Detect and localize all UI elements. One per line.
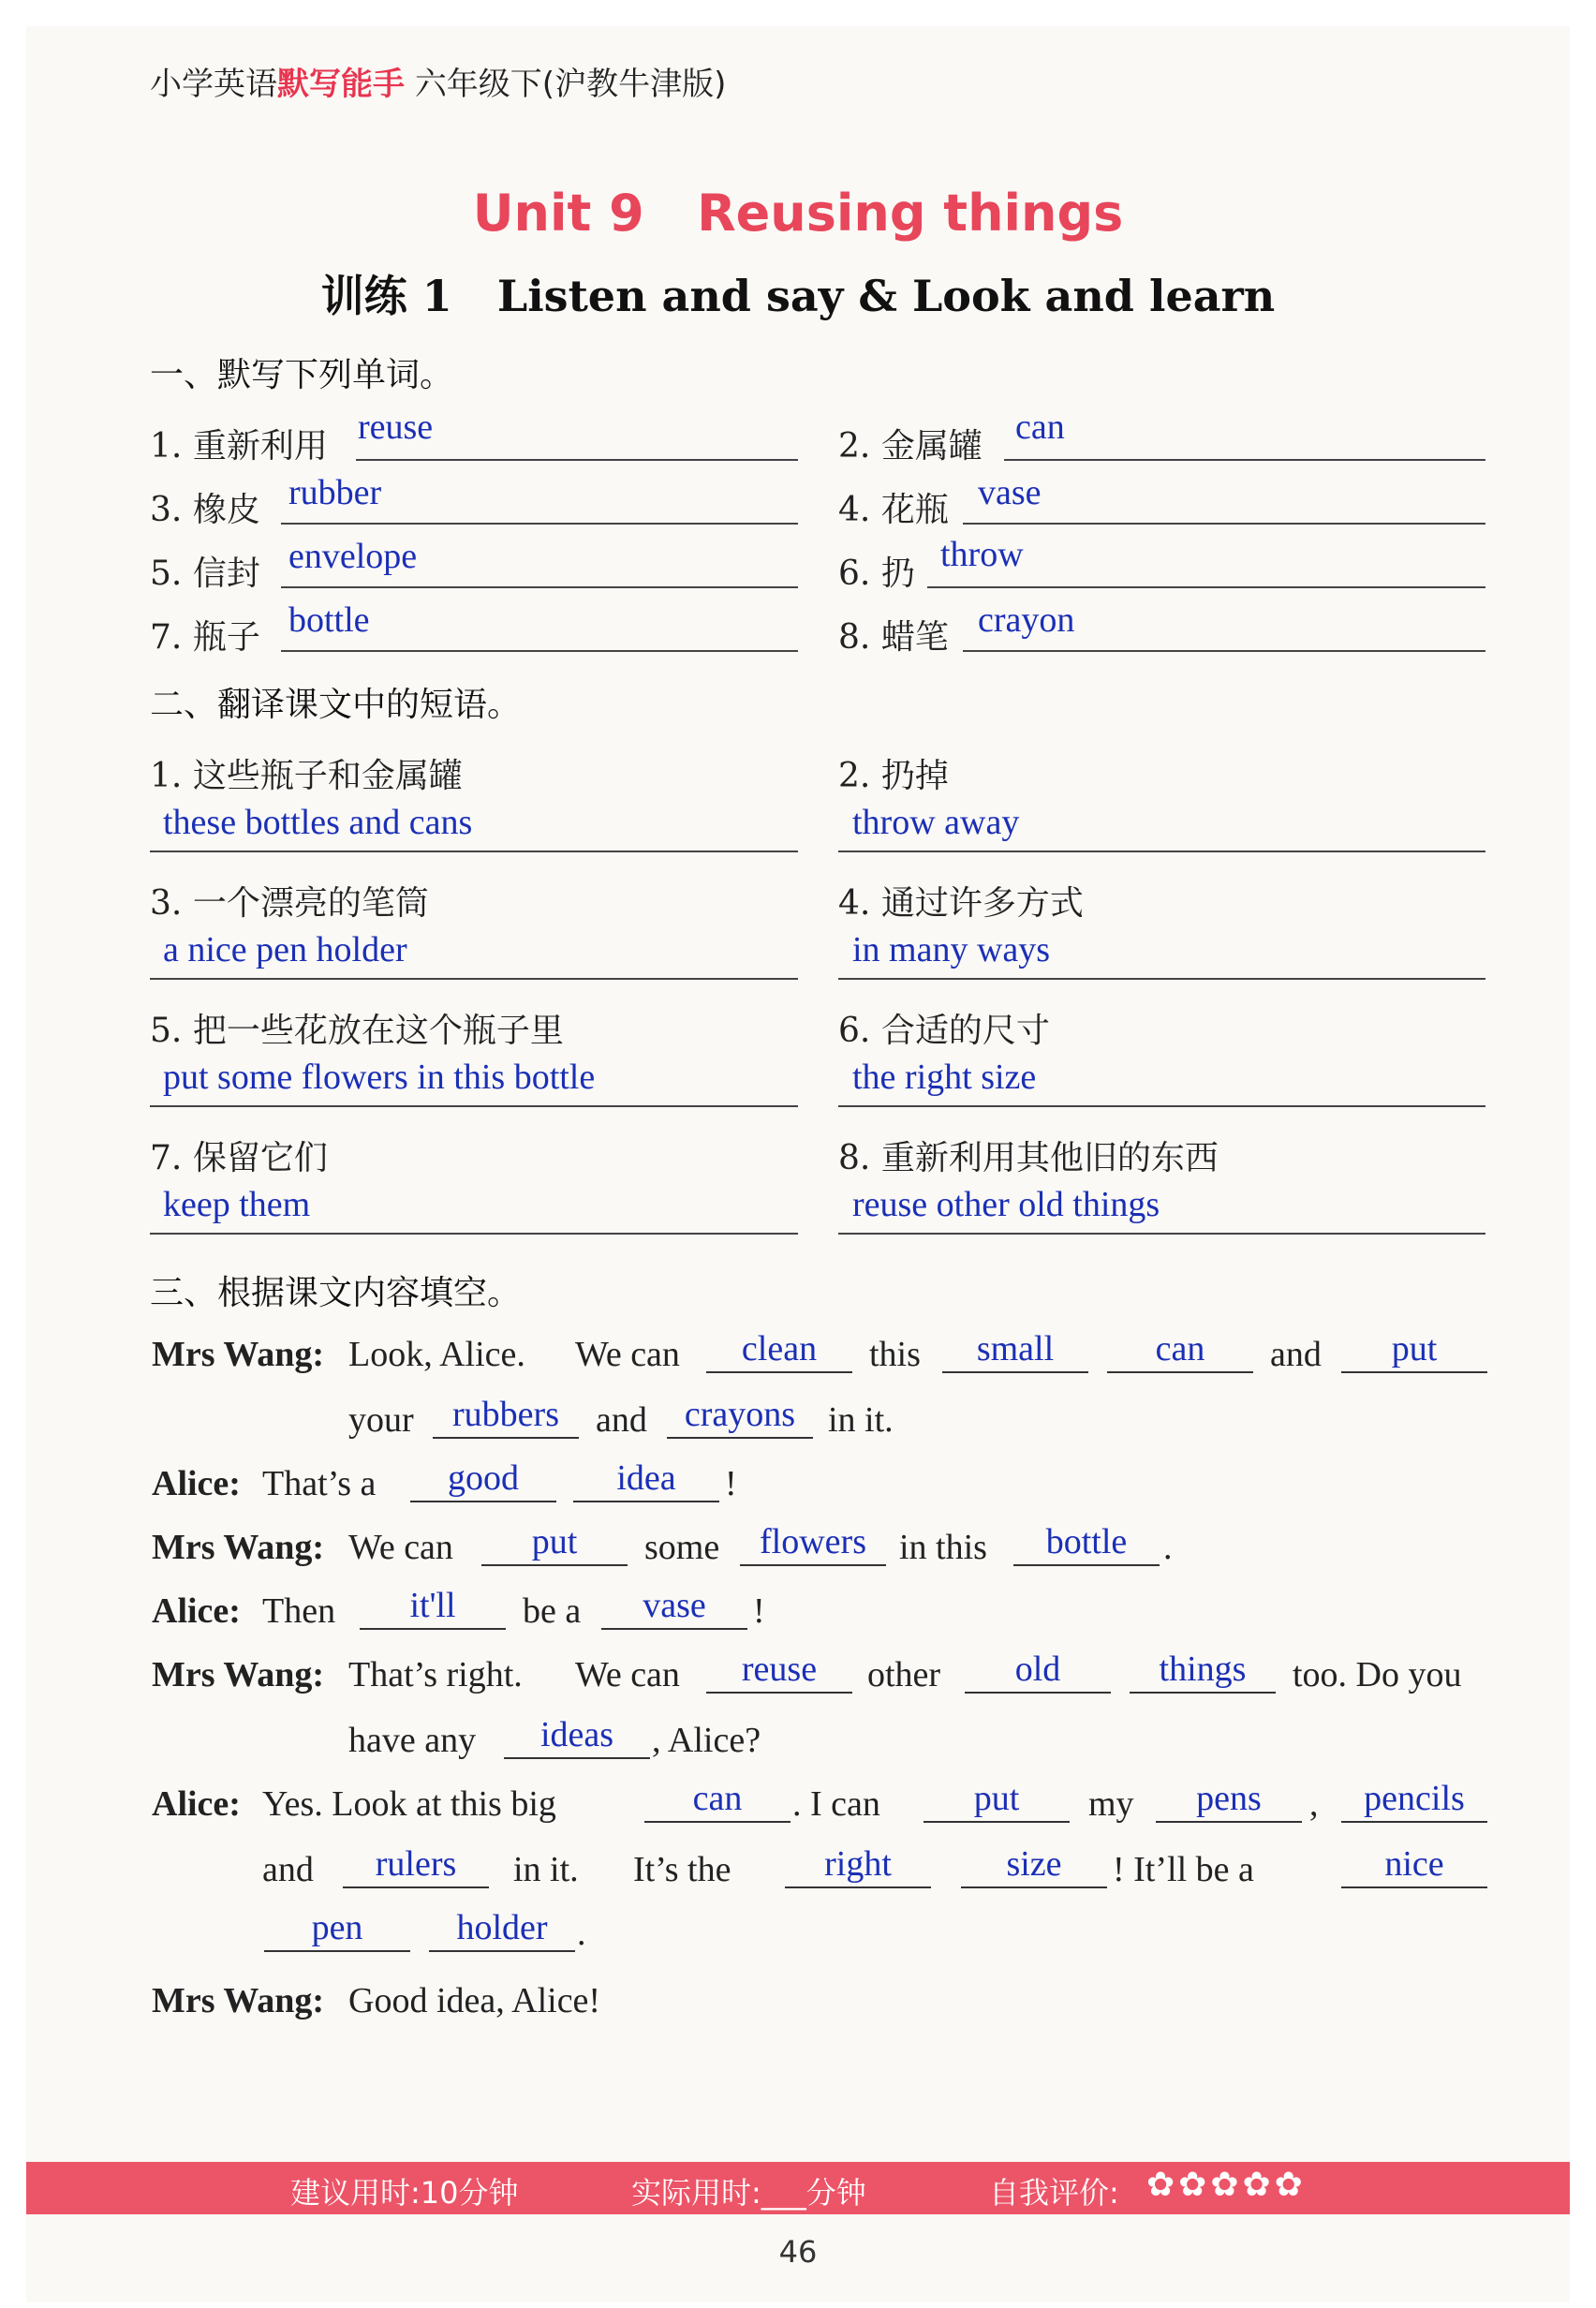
s1-line-8 bbox=[963, 650, 1485, 652]
s2-item-5: 5. 把一些花放在这个瓶子里 bbox=[150, 1012, 564, 1050]
blank: ideas bbox=[504, 1716, 650, 1759]
suggested-time: 建议用时:10分钟 bbox=[290, 2175, 519, 2211]
s1-line-1 bbox=[356, 459, 798, 461]
header-prefix: 小学英语 bbox=[150, 66, 277, 103]
book-header bbox=[150, 58, 726, 104]
text: , Alice? bbox=[652, 1721, 761, 1760]
s2-line-8 bbox=[838, 1233, 1485, 1235]
s2-answer-6: the right size bbox=[852, 1058, 1037, 1097]
header-brand: 默写能手 bbox=[277, 66, 405, 103]
blank: rulers bbox=[343, 1845, 489, 1888]
s1-item-8: 8. 蜡笔 bbox=[838, 618, 949, 657]
s1-item-7: 7. 瓶子 bbox=[150, 618, 260, 657]
blank: clean bbox=[706, 1330, 852, 1373]
s2-answer-8: reuse other old things bbox=[852, 1185, 1160, 1224]
blank: size bbox=[961, 1845, 1107, 1888]
footer-bar bbox=[26, 2162, 1570, 2214]
s1-line-3 bbox=[281, 523, 798, 525]
text: Good idea, Alice! bbox=[348, 1981, 601, 2020]
s1-line-2 bbox=[1004, 459, 1485, 461]
section3-title: 三、根据课文内容填空。 bbox=[150, 1274, 522, 1312]
blank: flowers bbox=[740, 1523, 886, 1566]
speaker-mrs-wang: Mrs Wang: bbox=[152, 1655, 325, 1694]
text: other bbox=[867, 1655, 941, 1694]
speaker-alice: Alice: bbox=[152, 1784, 241, 1824]
text: have any bbox=[348, 1721, 477, 1760]
s2-line-5 bbox=[150, 1105, 798, 1107]
s2-line-6 bbox=[838, 1105, 1485, 1107]
text: ! bbox=[753, 1591, 765, 1631]
text: We can bbox=[348, 1528, 453, 1567]
s2-item-7: 7. 保留它们 bbox=[150, 1139, 328, 1177]
unit-title: Unit 9 Reusing things bbox=[472, 184, 1124, 243]
s1-item-3: 3. 橡皮 bbox=[150, 491, 260, 529]
text: , bbox=[1309, 1784, 1319, 1824]
blank: pencils bbox=[1341, 1780, 1487, 1823]
text: It’s the bbox=[633, 1850, 732, 1889]
blank: nice bbox=[1341, 1845, 1487, 1888]
text: We can bbox=[575, 1335, 680, 1374]
text: That’s right. bbox=[348, 1655, 523, 1694]
text: in it. bbox=[513, 1850, 579, 1889]
blank: pens bbox=[1156, 1780, 1302, 1823]
blank: put bbox=[1341, 1330, 1487, 1373]
s1-answer-1: reuse bbox=[358, 407, 434, 447]
text: be a bbox=[523, 1591, 582, 1631]
blank: pen bbox=[264, 1909, 410, 1952]
s1-item-6: 6. 扔 bbox=[838, 555, 915, 593]
s1-item-2: 2. 金属罐 bbox=[838, 427, 983, 466]
blank: rubbers bbox=[433, 1396, 579, 1439]
text: in it. bbox=[828, 1400, 894, 1440]
s2-line-4 bbox=[838, 978, 1485, 980]
text: your bbox=[348, 1400, 414, 1440]
blank: old bbox=[965, 1650, 1111, 1694]
speaker-mrs-wang: Mrs Wang: bbox=[152, 1528, 325, 1567]
blank: can bbox=[1107, 1330, 1253, 1373]
s1-line-6 bbox=[927, 586, 1485, 588]
s1-answer-5: envelope bbox=[288, 537, 418, 576]
text: Look, Alice. bbox=[348, 1335, 525, 1374]
s2-line-1 bbox=[150, 851, 798, 852]
text: and bbox=[596, 1400, 647, 1440]
blank: holder bbox=[429, 1909, 575, 1952]
blank: small bbox=[942, 1330, 1088, 1373]
s1-answer-8: crayon bbox=[978, 600, 1075, 640]
text: That’s a bbox=[262, 1464, 377, 1503]
s1-answer-4: vase bbox=[978, 473, 1042, 512]
blank: good bbox=[410, 1459, 556, 1502]
header-suffix: 六年级下(沪教牛津版) bbox=[414, 66, 727, 103]
section2-title: 二、翻译课文中的短语。 bbox=[150, 686, 522, 724]
text: some bbox=[644, 1528, 720, 1567]
s2-answer-4: in many ways bbox=[852, 930, 1051, 969]
text: We can bbox=[575, 1655, 680, 1694]
lesson-title: 训练 1 Listen and say & Look and learn bbox=[320, 271, 1276, 321]
blank: things bbox=[1130, 1650, 1276, 1694]
s2-item-4: 4. 通过许多方式 bbox=[838, 884, 1084, 923]
text: too. Do you bbox=[1293, 1655, 1462, 1694]
self-evaluation-label: 自我评价: bbox=[989, 2175, 1119, 2211]
s2-line-3 bbox=[150, 978, 798, 980]
blank: vase bbox=[601, 1587, 747, 1630]
blank: idea bbox=[573, 1459, 719, 1502]
s2-item-6: 6. 合适的尺寸 bbox=[838, 1012, 1050, 1050]
s1-item-4: 4. 花瓶 bbox=[838, 491, 949, 529]
blank: it'll bbox=[360, 1587, 506, 1630]
s2-item-2: 2. 扔掉 bbox=[838, 757, 949, 795]
text: . bbox=[1163, 1528, 1173, 1567]
s2-line-7 bbox=[150, 1233, 798, 1235]
blank: crayons bbox=[667, 1396, 813, 1439]
speaker-mrs-wang: Mrs Wang: bbox=[152, 1981, 325, 2020]
actual-time: 实际用时:___分钟 bbox=[631, 2175, 866, 2211]
blank: bottle bbox=[1013, 1523, 1160, 1566]
speaker-alice: Alice: bbox=[152, 1464, 241, 1503]
speaker-mrs-wang: Mrs Wang: bbox=[152, 1335, 325, 1374]
text: and bbox=[262, 1850, 314, 1889]
text: . bbox=[577, 1914, 586, 1953]
s2-line-2 bbox=[838, 851, 1485, 852]
s2-answer-3: a nice pen holder bbox=[163, 930, 407, 969]
s1-line-5 bbox=[281, 586, 798, 588]
s1-item-5: 5. 信封 bbox=[150, 555, 260, 593]
s1-line-4 bbox=[963, 523, 1485, 525]
s2-item-1: 1. 这些瓶子和金属罐 bbox=[150, 757, 463, 795]
blank: reuse bbox=[706, 1650, 852, 1694]
text: in this bbox=[899, 1528, 987, 1567]
s1-answer-6: throw bbox=[940, 535, 1024, 574]
text: and bbox=[1270, 1335, 1322, 1374]
blank: right bbox=[785, 1845, 931, 1888]
blank: put bbox=[481, 1523, 628, 1566]
s1-line-7 bbox=[281, 650, 798, 652]
s2-answer-5: put some flowers in this bottle bbox=[163, 1058, 596, 1097]
text: ! bbox=[725, 1464, 737, 1503]
blank: can bbox=[644, 1780, 791, 1823]
s1-answer-3: rubber bbox=[288, 473, 382, 512]
s2-item-3: 3. 一个漂亮的笔筒 bbox=[150, 884, 429, 923]
s2-answer-2: throw away bbox=[852, 803, 1020, 842]
text: Then bbox=[262, 1591, 336, 1631]
s1-answer-7: bottle bbox=[288, 600, 370, 640]
s1-answer-2: can bbox=[1015, 407, 1065, 447]
text: ! It’ll be a bbox=[1113, 1850, 1254, 1889]
speaker-alice: Alice: bbox=[152, 1591, 241, 1631]
section1-title: 一、默写下列单词。 bbox=[150, 356, 454, 394]
rating-stars-icon[interactable]: ✿✿✿✿✿ bbox=[1146, 2166, 1307, 2204]
text: . I can bbox=[792, 1784, 880, 1824]
text: Yes. Look at this big bbox=[262, 1784, 556, 1824]
s2-answer-1: these bottles and cans bbox=[163, 803, 473, 842]
s1-item-1: 1. 重新利用 bbox=[150, 427, 328, 466]
blank: put bbox=[924, 1780, 1070, 1823]
page-number: 46 bbox=[778, 2234, 818, 2270]
text: this bbox=[869, 1335, 921, 1374]
s2-answer-7: keep them bbox=[163, 1185, 311, 1224]
s2-item-8: 8. 重新利用其他旧的东西 bbox=[838, 1139, 1219, 1177]
text: my bbox=[1088, 1784, 1134, 1824]
